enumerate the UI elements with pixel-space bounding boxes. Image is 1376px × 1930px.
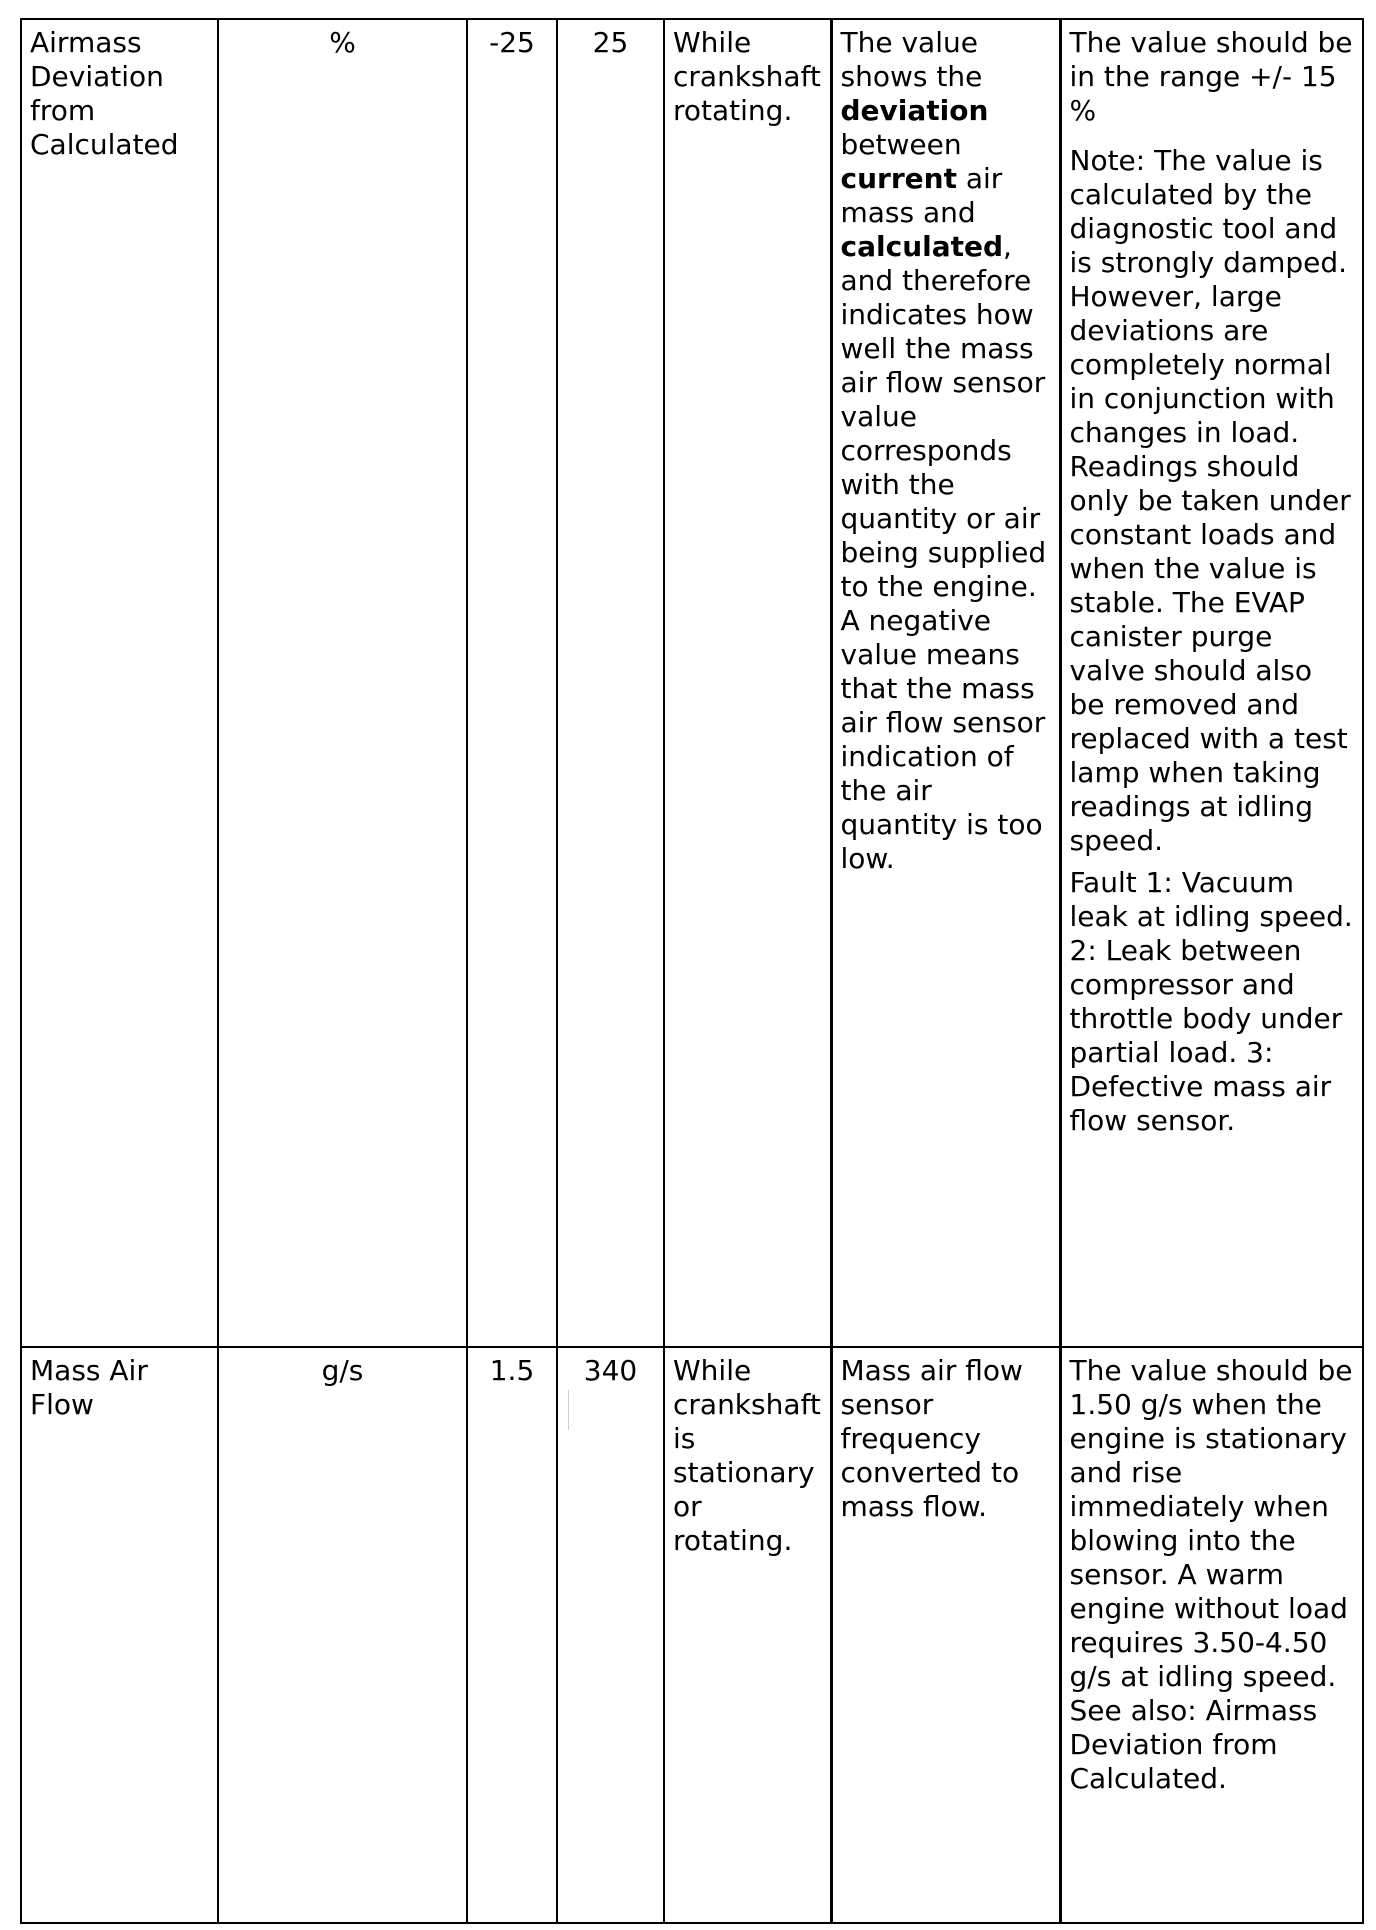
parameter-name-line: Mass Air <box>30 1354 148 1387</box>
description-bold-term: deviation <box>840 94 989 127</box>
min-value-cell: -25 <box>467 19 557 1347</box>
parameter-name-line: from <box>30 94 96 127</box>
description-text: air mass and <box>840 162 1003 229</box>
comment-faults: Fault 1: Vacuum leak at idling speed. 2: Leak between compressor and throttle body under partial load. 3: Defective mass air flow sensor. <box>1069 866 1353 1137</box>
max-value-cell: 25 <box>557 19 664 1347</box>
description-text: The value shows the <box>840 26 983 93</box>
max-value-cell: 340 <box>557 1347 664 1923</box>
description-bold-term: calculated <box>840 230 1004 263</box>
parameter-name-cell <box>21 19 218 1347</box>
comment-cell <box>1060 19 1363 1347</box>
condition-line: rotating. <box>673 1524 793 1557</box>
condition-line: crankshaft <box>673 1388 821 1421</box>
comment-note: Note: The value is calculated by the diagnostic tool and is strongly damped. However, large deviations are completely normal in conjunction with changes in load. Readings should only be taken under constant loads and when the value is stable. The EVAP canister purge valve should also be removed and replaced with a test lamp when taking readings at idling speed. <box>1069 144 1351 857</box>
condition-line: stationary <box>673 1456 815 1489</box>
parameter-name-line: Deviation <box>30 60 164 93</box>
description-cell: Mass air flow sensor frequency converted to mass flow. <box>831 1347 1060 1923</box>
description-text: between <box>840 128 962 161</box>
table-row-airmass-deviation <box>21 19 1363 1347</box>
condition-line: is <box>673 1422 696 1455</box>
description-bold-term: current <box>840 162 957 195</box>
comment-range: The value should be in the range +/- 15 % <box>1069 26 1353 127</box>
parameter-table-container <box>20 18 1362 1924</box>
comment-see-also: See also: Airmass Deviation from Calculated. <box>1069 1694 1318 1795</box>
condition-line: While <box>673 26 752 59</box>
condition-line: crankshaft <box>673 60 821 93</box>
min-value-cell: 1.5 <box>467 1347 557 1923</box>
parameter-name-line: Flow <box>30 1388 94 1421</box>
parameter-name-line: Airmass <box>30 26 142 59</box>
condition-line: or <box>673 1490 702 1523</box>
condition-line: rotating. <box>673 94 793 127</box>
condition-line: While <box>673 1354 752 1387</box>
parameter-table <box>20 18 1364 1924</box>
comment-expected-value: The value should be 1.50 g/s when the engine is stationary and rise immediately when blowing into the sensor. A warm engine without load requires 3.50-4.50 g/s at idling speed. <box>1069 1354 1353 1693</box>
table-row-mass-air-flow <box>21 1347 1363 1923</box>
description-text: , and therefore indicates how well the mass air flow sensor value corresponds with the quantity or air being supplied to the engine. A negative value means that the mass air flow sensor indication of the air quantity is too low. <box>840 230 1047 875</box>
unit-cell: g/s <box>218 1347 467 1923</box>
condition-cell <box>664 1347 831 1923</box>
parameter-name-line: Calculated <box>30 128 179 161</box>
scan-artifact-line <box>568 1390 569 1430</box>
parameter-name-cell <box>21 1347 218 1923</box>
condition-cell <box>664 19 831 1347</box>
description-cell <box>831 19 1060 1347</box>
unit-cell: % <box>218 19 467 1347</box>
comment-cell <box>1060 1347 1363 1923</box>
